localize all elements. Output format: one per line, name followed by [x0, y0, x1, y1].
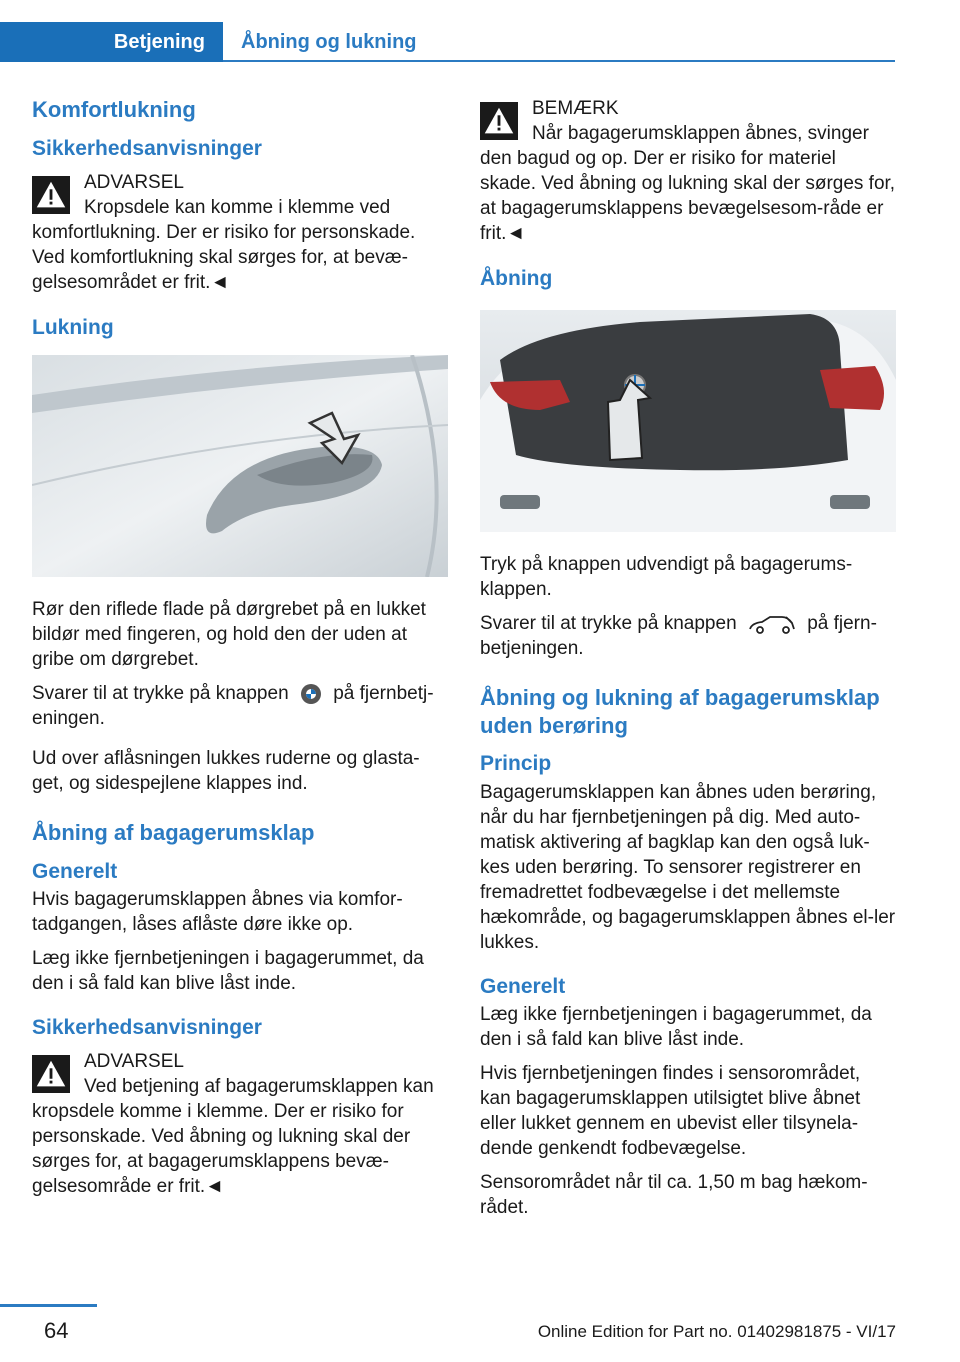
paragraph-lukning-2-a: Svarer til at trykke på knappen — [32, 683, 289, 704]
lock-button-icon — [300, 683, 322, 705]
note-block — [480, 96, 896, 246]
page-number: 64 — [44, 1318, 69, 1343]
warning-triangle-icon — [32, 176, 70, 214]
tab-aabning-og-lukning[interactable]: Åbning og lukning — [241, 31, 417, 53]
paragraph-lukning-3: Ud over aflåsningen lukkes ruderne og glasta-get, og sidespejlene klappes ind. — [32, 748, 420, 794]
warning-label-2: ADVARSEL — [84, 1051, 184, 1072]
warning-block-1 — [32, 170, 448, 295]
note-text: Når bagagerumsklappen åbnes, svinger den bagud og op. Der er risiko for materiel skade. Ved åbning og lukning skal der sørges for, at bagagerumsklappens bevægelsesom-råde er frit.◄ — [480, 123, 896, 244]
paragraph-generelt-5: Sensorområdet når til ca. 1,50 m bag hækom-rådet. — [480, 1171, 868, 1218]
warning-block-2 — [32, 1049, 448, 1199]
heading-generelt-2: Generelt — [480, 974, 566, 998]
heading-aabning-uden-beroering: Åbning og lukning af bagagerumsklap uden berøring — [480, 685, 880, 738]
warning-text-1: Kropsdele kan komme i klemme ved komfortlukning. Der er risiko for personskade. Ved komfortlukning skal sørges for, at bevæ-gelsesområdet er frit.◄ — [32, 196, 416, 293]
heading-aabning: Åbning — [480, 267, 553, 290]
paragraph-princip: Bagagerumsklappen kan åbnes uden berøring, når du har fjernbetjeningen på dig. Med auto-matisk aktivering af bagklap kan den også luk-kes uden berøring. To sensorer registrerer en fremadrettet fodbevægelse i det mellemste hækområde, og bagagerumsklappen åbnes el-ler lukkes. — [480, 781, 896, 953]
trunk-lid-image — [480, 310, 896, 532]
paragraph-generelt-3: Læg ikke fjernbetjeningen i bagagerummet, da den i så fald kan blive låst inde. — [480, 1003, 872, 1050]
paragraph-lukning-1: Rør den riflede flade på dørgrebet på en lukket bildør med fingeren, og hold den der uden at gribe om dørgrebet. — [32, 599, 426, 670]
paragraph-aabning-1: Tryk på knappen udvendigt på bagagerums-klappen. — [480, 554, 853, 601]
footer-rule — [0, 1304, 97, 1307]
heading-generelt-1: Generelt — [32, 859, 118, 883]
warning-triangle-icon — [480, 102, 518, 140]
right-column — [480, 96, 896, 1229]
car-trunk-button-icon — [748, 613, 796, 635]
left-column — [32, 96, 448, 1219]
paragraph-generelt-4: Hvis fjernbetjeningen findes i sensorområdet, kan bagagerumsklappen utilsigtet blive åbnet eller lukket gennem en ubevist eller tilsynela-dende genkendt fodbevægelse. — [480, 1062, 861, 1159]
heading-komfortlukning: Komfortlukning — [32, 97, 196, 122]
heading-aabning-bagagerumsklap: Åbning af bagagerumsklap — [32, 820, 315, 845]
paragraph-generelt-2: Læg ikke fjernbetjeningen i bagagerummet, da den i så fald kan blive låst inde. — [32, 947, 424, 994]
paragraph-aabning-2-a: Svarer til at trykke på knappen — [480, 613, 737, 635]
paragraph-lukning-2-b: på fjernbetj-eningen. — [32, 683, 434, 729]
heading-sikkerhedsanvisninger-1: Sikkerhedsanvisninger — [32, 136, 262, 160]
warning-text-2: Ved betjening af bagagerumsklappen kan kropsdele komme i klemme. Der er risiko for personskade. Ved åbning og lukning skal der sørges for, at bagagerumsklappens bevæ-gelsesområde er frit.◄ — [32, 1076, 434, 1197]
note-label: BEMÆRK — [532, 98, 619, 119]
heading-lukning: Lukning — [32, 315, 114, 339]
header-rule — [223, 60, 895, 62]
warning-triangle-icon — [32, 1055, 70, 1093]
edition-text: Online Edition for Part no. 01402981875 - VI/17 — [537, 1322, 896, 1341]
paragraph-aabning-2 — [480, 611, 896, 661]
header-tabs — [0, 22, 895, 62]
paragraph-aabning-2-b: på fjern-betjeningen. — [480, 613, 877, 660]
tab-betjening[interactable]: Betjening — [0, 22, 223, 62]
warning-label-1: ADVARSEL — [84, 171, 184, 193]
paragraph-generelt-1: Hvis bagagerumsklappen åbnes via komfor-tadgangen, låses aflåste døre ikke op. — [32, 888, 403, 935]
heading-sikkerhedsanvisninger-2: Sikkerhedsanvisninger — [32, 1015, 262, 1039]
paragraph-lukning-2 — [32, 681, 448, 731]
heading-princip: Princip — [480, 752, 552, 776]
door-handle-image — [32, 355, 448, 577]
